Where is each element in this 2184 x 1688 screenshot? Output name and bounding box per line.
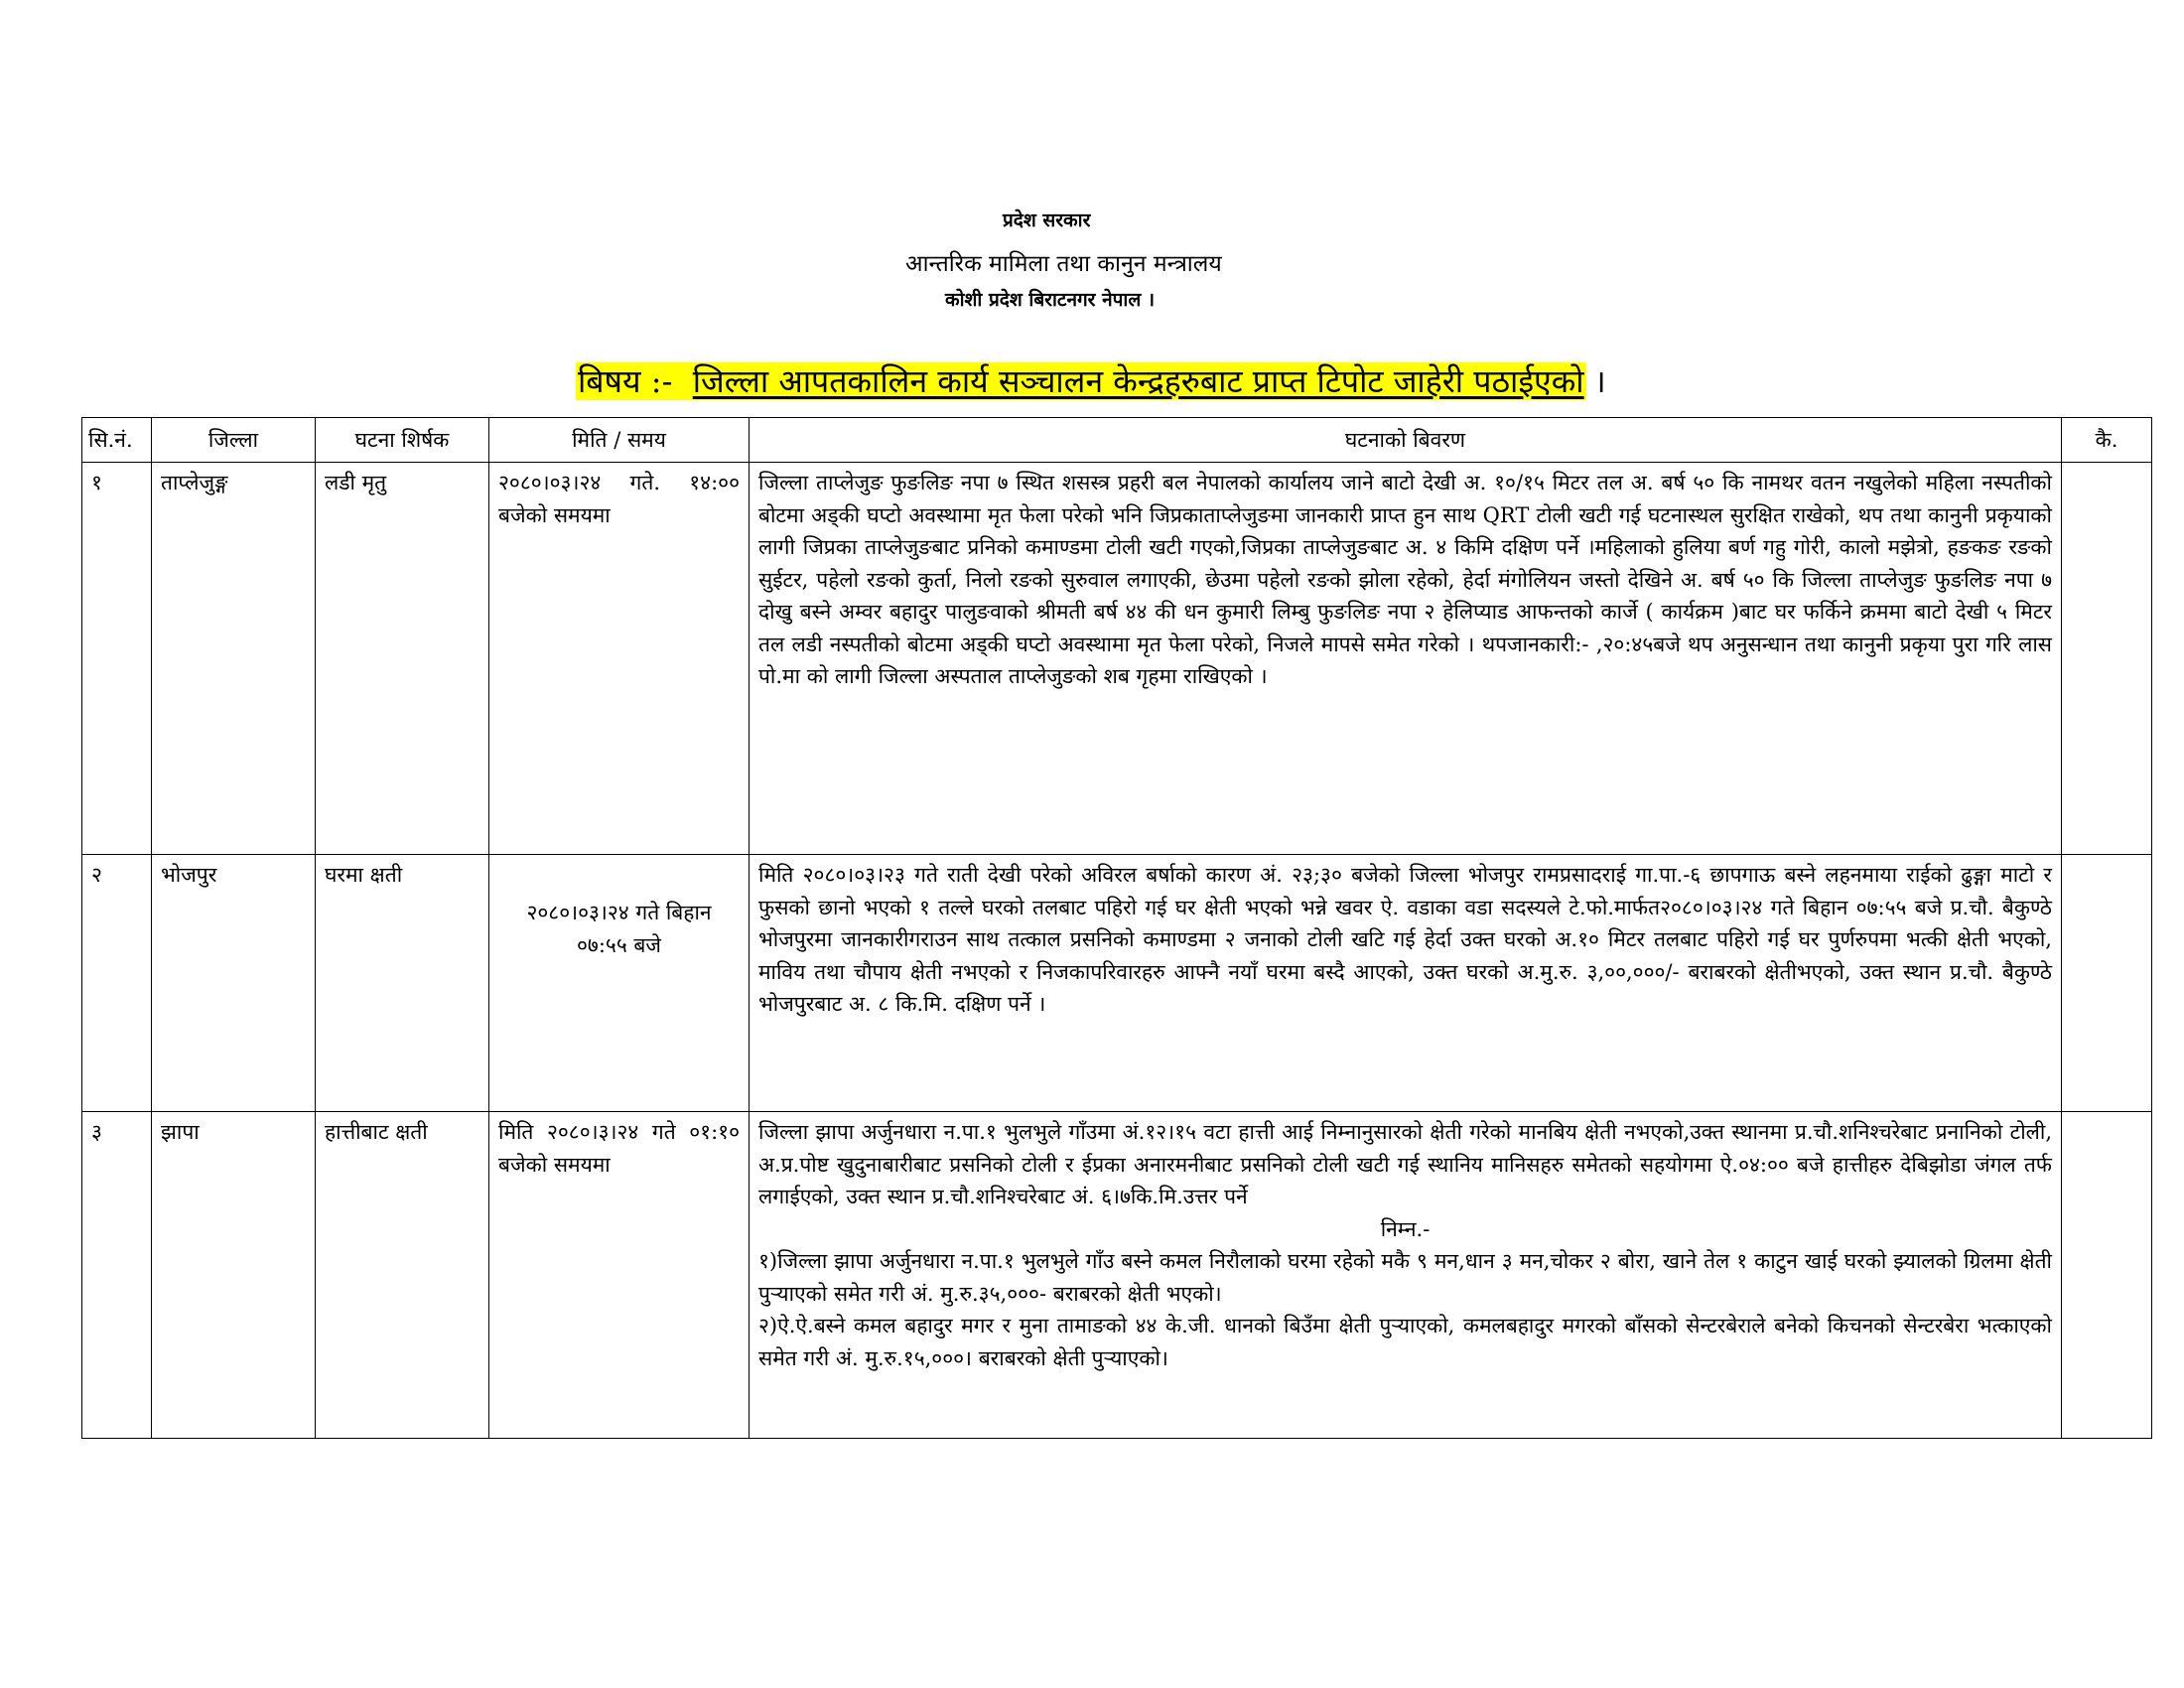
header-district: जिल्ला: [152, 418, 316, 463]
table-row: [82, 855, 2152, 1112]
cell-details-container: [750, 1112, 2062, 1439]
cell-details: मिति २०८०।०३।२३ गते राती देखी परेको अविरल बर्षाको कारण अं. २३;३० बजेको जिल्ला भोजपुर रामप्रसादराई गा.पा.-६ छापगाऊ बस्ने लहनमाया राईको ढुङ्गा माटो र फुसको छानो भएको १ तल्ले घरको तलबाट पहिरो गई घर क्षेती भएको भन्ने खवर ऐ. वडाका वडा सदस्यले टे.फो.मार्फत२०८०।०३।२४ गते बिहान ०७:५५ बजे प्र.चौ. बैकुण्ठे भोजपुरमा जानकारीगराउन साथ तत्काल प्रसनिको कमाण्डमा २ जनाको टोली खटि गई हेर्दा उक्त घरको अ.१० मिटर तलबाट पहिरो गई घर पुर्णरुपमा भत्की क्षेती भएको, माविय तथा चौपाय क्षेती नभएको र निजकापरिवारहरु आफ्नै नयाँ घरमा बस्दै आएको, उक्त घरको अ.मु.रु. ३,००,०००/- बराबरको क्षेतीभएको, उक्त स्थान प्र.चौ. बैकुण्ठे भोजपुरबाट अ. ८ कि.मि. दक्षिण पर्ने ।: [750, 855, 2062, 1112]
table-row: [82, 1112, 2152, 1439]
cell-sn: २: [82, 855, 152, 1112]
details-item-2: २)ऐ.ऐ.बस्ने कमल बहादुर मगर र मुना तामाङको ४४ के.जी. धानको बिउँमा क्षेती पुऱ्याएको, कमलबहादुर मगरको बाँसको सेन्टरबेराले बनेको किचनको सेन्टरबेरा भत्काएको समेत गरी अं. मु.रु.१५,०००। बराबरको क्षेती पुऱ्याएको।: [758, 1314, 2052, 1370]
cell-details: जिल्ला ताप्लेजुङ फुङलिङ नपा ७ स्थित शसस्त्र प्रहरी बल नेपालको कार्यालय जाने बाटो देखी अ. १०/१५ मिटर तल अ. बर्ष ५० कि नामथर वतन नखुलेको महिला नस्पतीको बोटमा अड्की घप्टो अवस्थामा मृत फेला परेको भनि जिप्रकाताप्लेजुङमा जानकारी प्राप्त हुन साथ QRT टोली खटी गई घटनास्थल सुरक्षित राखेको, थप तथा कानुनी प्रकृयाको लागी जिप्रका ताप्लेजुङबाट प्रनिको कमाण्डमा टोली खटी गएको,जिप्रका ताप्लेजुङबाट अ. ४ किमि दक्षिण पर्ने ।महिलाको हुलिया बर्ण गहु गोरी, कालो मझेत्रो, हङकङ रङको सुईटर, पहेलो रङको कुर्ता, निलो रङको सुरुवाल लगाएकी, छेउमा पहेलो रङको झोला रहेको, हेर्दा मंगोलियन जस्तो देखिने अ. बर्ष ५० कि जिल्ला ताप्लेजुङ फुङलिङ नपा ७ दोखु बस्ने अम्वर बहादुर पालुङवाको श्रीमती बर्ष ४४ की धन कुमारी लिम्बु फुङलिङ नपा २ हेलिप्याड आफन्तको कार्जे ( कार्यक्रम )बाट घर फर्किने क्रममा बाटो देखी ५ मिटर तल लडी नस्पतीको बोटमा अड्की घप्टो अवस्थामा मृत फेला परेको, निजले मापसे समेत गरेको । थपजानकारी:- ,२०:४५बजे थप अनुसन्धान तथा कानुनी प्रकृया पुरा गरि लास पो.मा को लागी जिल्ला अस्पताल ताप्लेजुङको शब गृहमा राखिएको ।: [750, 463, 2062, 855]
subject-text: जिल्ला आपतकालिन कार्य सञ्चालन केन्द्रहरुबाट प्राप्त टिपोट जाहेरी पठाईएको: [692, 362, 1584, 400]
header-line-ministry: आन्तरिक मामिला तथा कानुन मन्त्रालय: [905, 251, 1222, 277]
subject-label: बिषय :-: [578, 362, 673, 400]
cell-datetime: २०८०।०३।२४ गते बिहान ०७:५५ बजे: [526, 901, 712, 957]
cell-district: ताप्लेजुङ्ग: [152, 463, 316, 855]
cell-datetime: मिति २०८०।३।२४ गते ०१:१० बजेको समयमा: [489, 1112, 750, 1439]
cell-sn: १: [82, 463, 152, 855]
header-details: घटनाको बिवरण: [750, 418, 2062, 463]
header-line-province-government: प्रदेश सरकार: [1003, 210, 1091, 231]
cell-incident-title: लडी मृतु: [316, 463, 489, 855]
cell-remarks: [2062, 463, 2152, 855]
cell-remarks: [2062, 855, 2152, 1112]
incident-report-table: [81, 417, 2152, 1439]
subject-end-mark: ।: [1593, 362, 1606, 400]
cell-incident-title: हात्तीबाट क्षती: [316, 1112, 489, 1439]
header-sn: सि.नं.: [82, 418, 152, 463]
cell-incident-title: घरमा क्षती: [316, 855, 489, 1112]
header-remarks: कै.: [2062, 418, 2152, 463]
details-heading: निम्न.-: [1380, 1216, 1431, 1241]
table-header-row: [82, 418, 2152, 463]
cell-datetime-container: [489, 855, 750, 1112]
details-item-1: १)जिल्ला झापा अर्जुनधारा न.पा.१ भुलभुले गाँउ बस्ने कमल निरौलाको घरमा रहेको मकै ९ मन,धान ३ मन,चोकर २ बोरा, खाने तेल १ काटुन खाई घरको झ्यालको ग्रिलमा क्षेती पुऱ्याएको समेत गरी अं. मु.रु.३५,०००- बराबरको क्षेती भएको।: [758, 1249, 2052, 1306]
header-line-location: कोशी प्रदेश बिराटनगर नेपाल ।: [945, 289, 1156, 311]
table-row: [82, 463, 2152, 855]
cell-datetime: २०८०।०३।२४ गते. १४:०० बजेको समयमा: [489, 463, 750, 855]
details-intro: जिल्ला झापा अर्जुनधारा न.पा.१ भुलभुले गाँउमा अं.१२।१५ वटा हात्ती आई निम्नानुसारको क्षेती गरेको मानबिय क्षेती नभएको,उक्त स्थानमा प्र.चौ.शनिश्चरेबाट प्रनानिको टोली, अ.प्र.पोष्ट खुदुनाबारीबाट प्रसनिको टोली र ईप्रका अनारमनीबाट प्रसनिको टोली खटी गई स्थानिय मानिसहरु समेतको सहयोगमा ऐ.०४:०० बजे हात्तीहरु देबिझोडा जंगल तर्फ लगाईएको, उक्त स्थान प्र.चौ.शनिश्चरेबाट अं. ६।७कि.मि.उत्तर पर्ने: [758, 1120, 2052, 1209]
cell-district: भोजपुर: [152, 855, 316, 1112]
cell-district: झापा: [152, 1112, 316, 1439]
cell-remarks: [2062, 1112, 2152, 1439]
header-datetime: मिति / समय: [489, 418, 750, 463]
subject-line: [576, 359, 1606, 402]
header-incident-title: घटना शिर्षक: [316, 418, 489, 463]
subject-highlight: [576, 362, 1586, 400]
cell-sn: ३: [82, 1112, 152, 1439]
